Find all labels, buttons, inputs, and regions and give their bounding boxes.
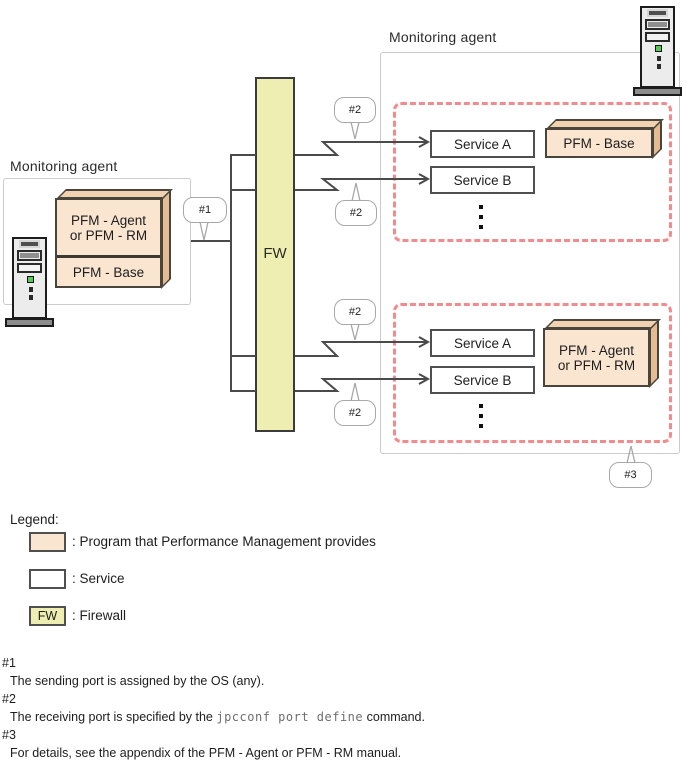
callout-2c-pointer [351, 324, 359, 340]
pfm-agent-stack-box [55, 198, 162, 288]
group2-service-a-box [430, 329, 535, 357]
server-button [657, 56, 661, 61]
box3d-front-face [55, 198, 162, 288]
footnote-2-after: command. [363, 710, 425, 724]
legend-service-label: : Service [72, 571, 125, 586]
server-tower-body [12, 237, 47, 319]
box3d-front-face [543, 328, 650, 387]
group2-service-b-box [430, 366, 535, 394]
pfm-agent-line1: PFM - Agent [70, 212, 147, 228]
group2-service-a-label: Service A [453, 335, 512, 351]
group1-service-a-box [430, 130, 535, 158]
callout-2a-pointer [351, 122, 359, 139]
server-button [657, 64, 661, 69]
callout-2c: #2 [334, 299, 376, 325]
server-button [29, 295, 33, 300]
server-led [655, 45, 662, 52]
pfm-agent-rm-line1: PFM - Agent [558, 342, 635, 358]
server-drive-bay-empty [17, 263, 42, 273]
footnote-2-command: jpcconf port define [216, 710, 364, 724]
legend-firewall-label: : Firewall [72, 608, 127, 623]
pfm-base-label: PFM - Base [72, 264, 145, 280]
firewall-stub-lines [230, 155, 256, 391]
callout-3: #3 [609, 462, 652, 488]
server-drive-bay [645, 19, 670, 30]
footnote-3-text: For details, see the appendix of the PFM - Agent or PFM - RM manual. [10, 746, 402, 760]
group1-service-b-box [430, 166, 535, 194]
callout-1: #1 [183, 197, 227, 223]
pfm-agent-line2: or PFM - RM [69, 227, 148, 243]
group2-service-b-label: Service B [453, 372, 512, 388]
server-slot [21, 242, 38, 246]
server-tower-icon [5, 237, 54, 327]
box3d-side-face [649, 319, 659, 388]
callout-2d-pointer [351, 383, 359, 401]
server-drive-bay-empty [645, 32, 670, 42]
group1-service-b-label: Service B [453, 172, 512, 188]
footnote-3-marker: #3 [2, 728, 16, 742]
pfm-agent-rm-box [543, 328, 650, 387]
callout-1-pointer [200, 222, 208, 240]
pfm-agent-label [57, 200, 160, 258]
group1-service-a-label: Service A [453, 136, 512, 152]
server-led [27, 276, 34, 283]
firewall-bar [255, 77, 295, 432]
pfm-base-box [545, 128, 653, 158]
footnote-1-marker: #1 [2, 656, 16, 670]
legend-program-swatch [29, 532, 66, 552]
pfm-agent-rm-line2: or PFM - RM [557, 357, 636, 373]
ellipsis-dots [479, 404, 483, 428]
box3d-front-face [545, 128, 653, 158]
server-button [29, 287, 33, 292]
pfm-base-label: PFM - Base [563, 135, 635, 151]
server-base [633, 87, 682, 96]
ellipsis-dots [479, 205, 483, 229]
footnote-1-text: The sending port is assigned by the OS (any). [10, 674, 265, 688]
box3d-side-face [161, 189, 171, 289]
callout-2b-pointer [352, 183, 360, 201]
callout-2a: #2 [334, 97, 376, 123]
legend-service-swatch [29, 569, 66, 589]
legend-firewall-swatch: FW [29, 606, 66, 626]
footnote-2-text [10, 710, 425, 724]
firewall-label: FW [263, 245, 287, 262]
footnote-2-marker: #2 [2, 692, 16, 706]
legend-program-label: : Program that Performance Management provides [72, 534, 376, 549]
callout-2b: #2 [335, 200, 377, 226]
server-tower-icon [633, 6, 682, 96]
server-slot [649, 11, 666, 15]
legend-title: Legend: [10, 512, 59, 527]
callout-2d: #2 [334, 400, 376, 426]
server-drive-bay [17, 250, 42, 261]
right-agent-title: Monitoring agent [389, 29, 497, 45]
left-agent-title: Monitoring agent [10, 158, 118, 174]
server-tower-body [640, 6, 675, 88]
footnote-2-before: The receiving port is specified by the [10, 710, 217, 724]
server-base [5, 318, 54, 327]
